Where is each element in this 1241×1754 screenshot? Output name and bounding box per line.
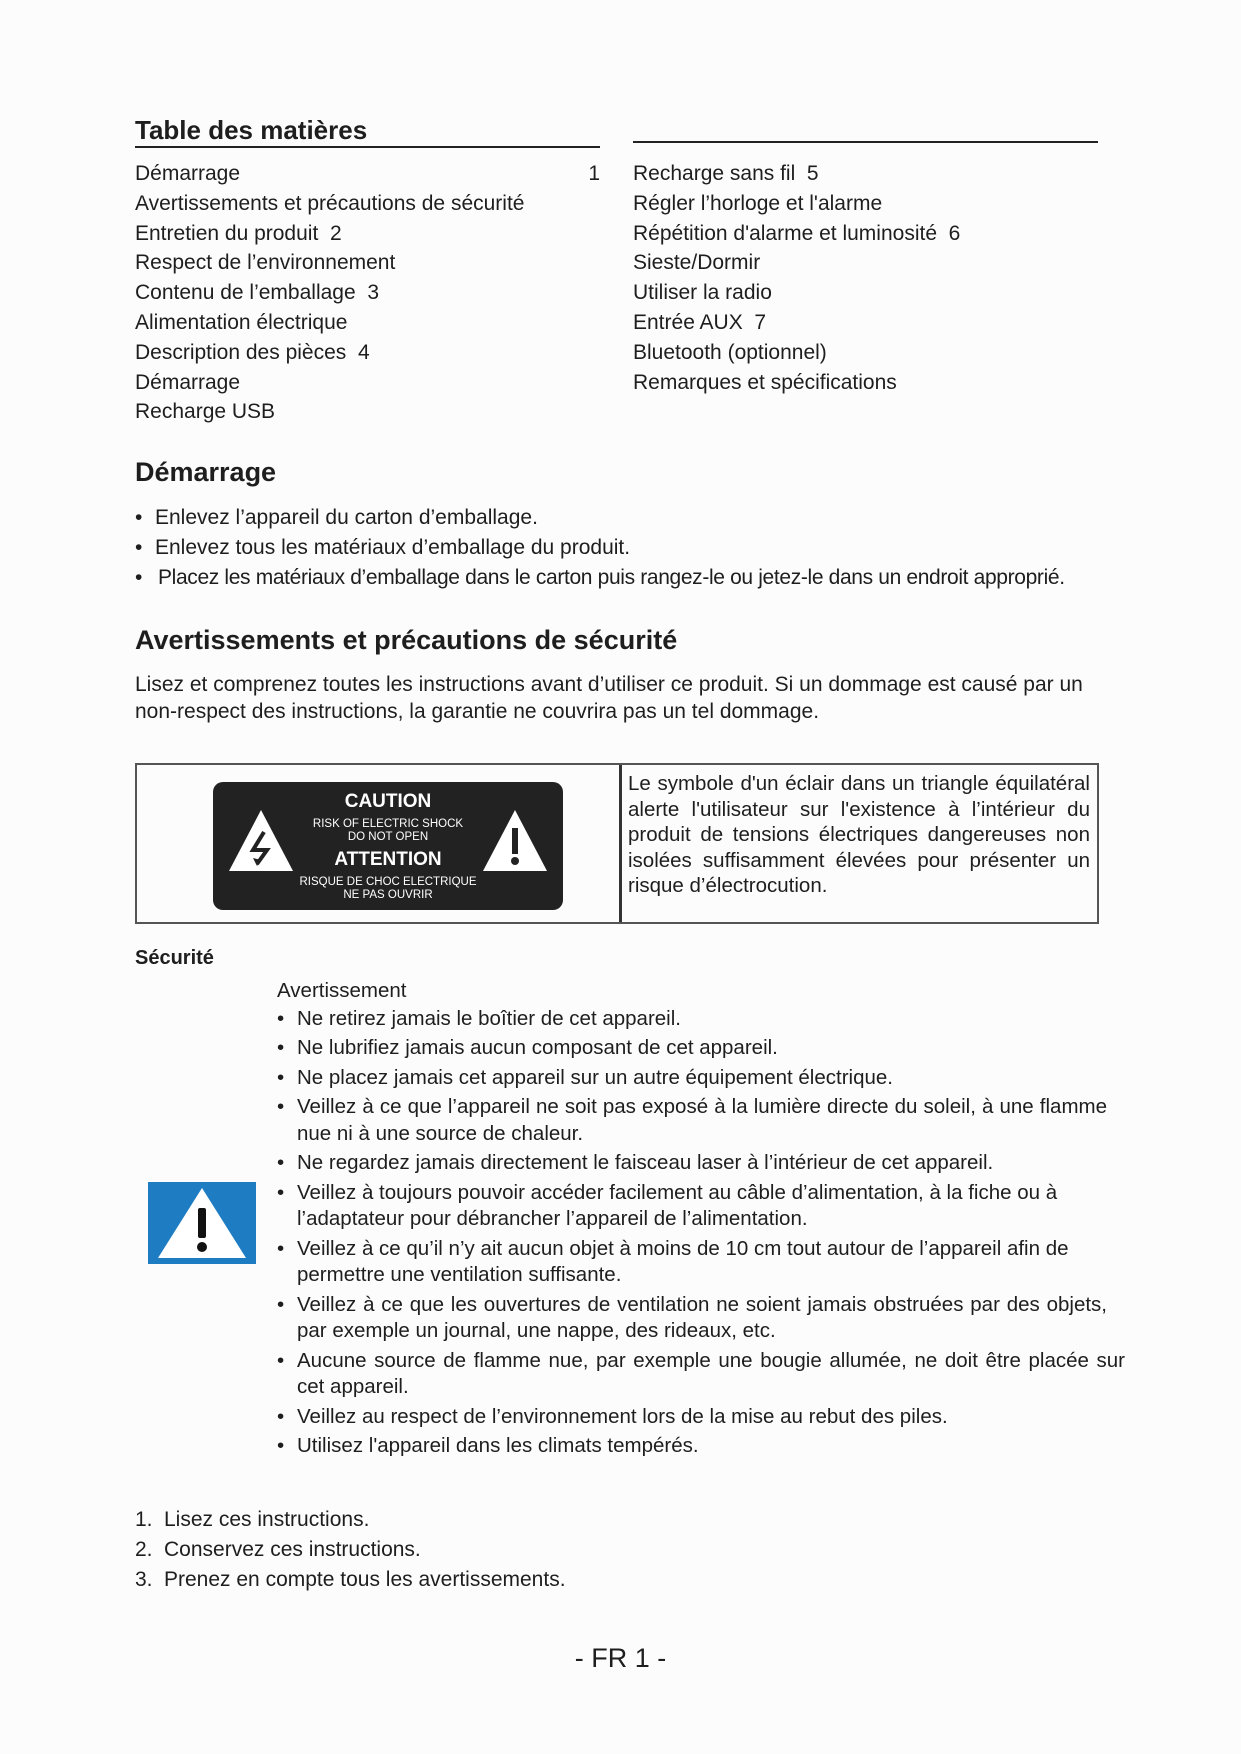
toc-title: Table des matières xyxy=(135,115,600,148)
caution-label xyxy=(213,782,563,910)
intro-line: Lisez et comprenez toutes les instructions avant d’utiliser ce produit. Si un dommage est causé par un xyxy=(135,673,1083,696)
warning-subtitle: Avertissement xyxy=(277,979,407,1002)
toc-entry: Répétition d'alarme et luminosité 6 xyxy=(633,221,961,245)
avertissements-heading: Avertissements et précautions de sécurité xyxy=(135,625,678,655)
list-item: • Ne retirez jamais le boîtier de cet appareil. xyxy=(277,1006,1107,1033)
list-item: • Veillez au respect de l’environnement lors de la mise au rebut des piles. xyxy=(277,1404,1107,1431)
toc-entry: Utiliser la radio xyxy=(633,281,772,305)
securite-heading: Sécurité xyxy=(135,947,214,969)
list-item: • Veillez à ce que l’appareil ne soit pas exposé à la lumière directe du soleil, à une flamme nue ni à une source de chaleur. xyxy=(277,1094,1107,1147)
attention-text: ATTENTION xyxy=(334,849,442,870)
toc-entry: Remarques et spécifications xyxy=(633,370,897,394)
list-item: • Ne placez jamais cet appareil sur un autre équipement électrique. xyxy=(277,1065,1107,1092)
caution-text: CAUTION xyxy=(344,791,432,812)
list-item: • Enlevez l’appareil du carton d’emballage. xyxy=(135,503,1110,533)
risque-text: RISQUE DE CHOC ELECTRIQUE xyxy=(299,876,477,888)
toc-entry: Entretien du produit 2 xyxy=(135,221,342,245)
intro-line: non-respect des instructions, la garantie ne couvrira pas un tel dommage. xyxy=(135,700,820,723)
list-item: • Veillez à toujours pouvoir accéder facilement au câble d’alimentation, à la fiche ou à l’adaptateur pour débrancher l’appareil de l’alimentation. xyxy=(277,1180,1102,1233)
numbered-item: 3. Prenez en compte tous les avertissements. xyxy=(135,1567,566,1591)
toc-entry: Sieste/Dormir xyxy=(633,251,761,275)
toc-entry: Avertissements et précautions de sécurité xyxy=(135,191,525,215)
toc-page-number: 1 xyxy=(588,162,600,185)
toc-entry: Respect de l’environnement xyxy=(135,251,396,275)
toc-entry: Contenu de l’emballage 3 xyxy=(135,281,380,305)
toc-entry: Entrée AUX 7 xyxy=(633,310,767,334)
electric-shock-warning-box xyxy=(135,763,1099,924)
toc-rule xyxy=(633,141,1098,143)
toc-entry: Bluetooth (optionnel) xyxy=(633,340,827,364)
toc-left-column xyxy=(135,159,600,427)
avertissements-intro xyxy=(135,671,1115,725)
warning-list xyxy=(277,978,1125,1460)
list-item: • Enlevez tous les matériaux d’emballage du produit. xyxy=(135,533,1110,563)
toc-entry: Régler l’horloge et l'alarme xyxy=(633,191,883,215)
ne-pas-ouvrir-text: NE PAS OUVRIR xyxy=(343,889,433,901)
list-item: • Aucune source de flamme nue, par exemple une bougie allumée, ne doit être placée sur cet appareil. xyxy=(277,1348,1125,1401)
demarrage-list xyxy=(135,503,1110,592)
do-not-open-text: DO NOT OPEN xyxy=(347,831,429,843)
toc-entry: Description des pièces 4 xyxy=(135,340,370,364)
demarrage-heading: Démarrage xyxy=(135,457,277,487)
symbol-explanation: Le symbole d'un éclair dans un triangle équilatéral alerte l'utilisateur sur l'existence à l’intérieur du produit de tensions électriques dangereuses non isolées suffisamment élevées pour présenter un risque d’électrocution. xyxy=(628,772,1090,897)
list-item: • Placez les matériaux d’emballage dans le carton puis rangez-le ou jetez-le dans un endroit approprié. xyxy=(135,563,1110,593)
warning-icon xyxy=(148,1182,256,1264)
toc-entry: Alimentation électrique xyxy=(135,310,348,334)
numbered-item: 2. Conservez ces instructions. xyxy=(135,1537,421,1561)
list-item: • Veillez à ce que les ouvertures de ventilation ne soient jamais obstruées par des objets, par exemple un journal, une nappe, des rideaux, etc. xyxy=(277,1292,1107,1345)
toc-entry: Démarrage xyxy=(135,370,241,394)
numbered-item: 1. Lisez ces instructions. xyxy=(135,1508,370,1531)
risk-text: RISK OF ELECTRIC SHOCK xyxy=(312,818,464,830)
page-number: - FR 1 - xyxy=(574,1643,667,1673)
list-item: • Ne regardez jamais directement le faisceau laser à l’intérieur de cet appareil. xyxy=(277,1150,1107,1177)
toc-entry: Démarrage 1 xyxy=(135,159,600,189)
toc-entry: Recharge sans fil 5 xyxy=(633,162,819,185)
list-item: • Ne lubrifiez jamais aucun composant de cet appareil. xyxy=(277,1035,1107,1062)
list-item: • Utilisez l'appareil dans les climats tempérés. xyxy=(277,1433,1107,1460)
toc-entry: Recharge USB xyxy=(135,400,276,424)
box-divider xyxy=(619,765,622,922)
list-item: • Veillez à ce qu’il n’y ait aucun objet à moins de 10 cm tout autour de l’appareil afin de permettre une ventilation suffisante. xyxy=(277,1236,1102,1289)
numbered-list xyxy=(135,1505,566,1594)
toc-right-column xyxy=(633,159,1098,397)
